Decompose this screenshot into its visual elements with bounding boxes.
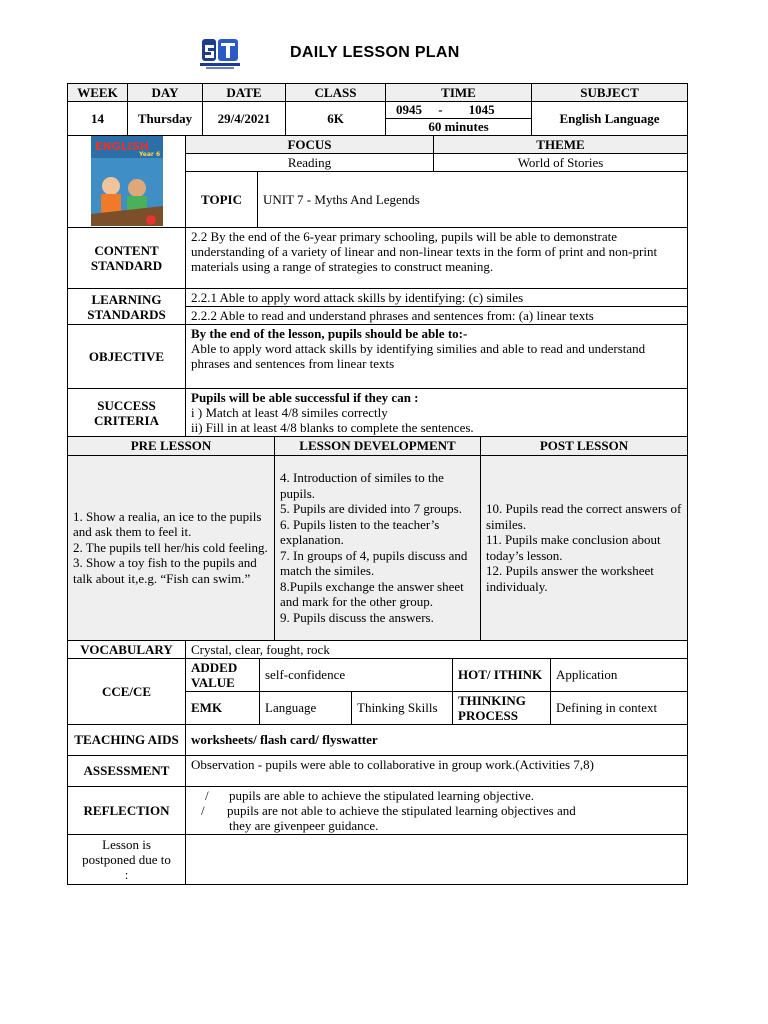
day-label: DAY xyxy=(128,84,203,102)
development-step: 6. Pupils listen to the teacher’s explanation. xyxy=(280,516,440,547)
objective-lead: By the end of the lesson, pupils should be able to:- xyxy=(191,326,468,341)
objective-label: OBJECTIVE xyxy=(68,325,186,389)
assessment-value: Observation - pupils were able to collaborative in group work.(Activities 7,8) xyxy=(186,755,688,786)
focus-value: Reading xyxy=(186,154,434,172)
pre-lesson-content xyxy=(68,455,275,640)
added-value-label: ADDED VALUE xyxy=(186,658,260,691)
theme-label: THEME xyxy=(434,136,688,154)
development-step: 5. Pupils are divided into 7 groups. xyxy=(280,501,462,516)
assessment-label: ASSESSMENT xyxy=(68,755,186,786)
post-lesson-content xyxy=(481,455,688,640)
objective-text: Able to apply word attack skills by identifying similies and able to read and understand phrases and sentences from linear texts xyxy=(191,341,646,371)
learning-standards-label: LEARNING STANDARDS xyxy=(68,289,186,325)
learning-standard-1: 2.2.1 Able to apply word attack skills by identifying: (c) similes xyxy=(186,289,688,307)
post-lesson-label: POST LESSON xyxy=(481,437,688,456)
development-step: 4. Introduction of similes to the pupils. xyxy=(280,470,444,501)
hot-value: Application xyxy=(551,658,688,691)
reflection-mark-2: / xyxy=(201,802,205,818)
reflection-line-1: pupils are able to achieve the stipulated learning objective. xyxy=(229,787,535,803)
standards-table xyxy=(67,227,688,437)
info-table xyxy=(67,83,688,136)
school-logo xyxy=(196,35,244,71)
lesson-phases-table xyxy=(67,436,688,641)
time-range: 0945 - 1045 xyxy=(386,102,531,119)
date-value: 29/4/2021 xyxy=(203,102,286,136)
emk-value-thinking: Thinking Skills xyxy=(352,691,453,724)
page-title: DAILY LESSON PLAN xyxy=(290,44,460,61)
lesson-development-label: LESSON DEVELOPMENT xyxy=(275,437,481,456)
book-cover-cell xyxy=(68,136,186,228)
day-value: Thursday xyxy=(128,102,203,136)
subject-value: English Language xyxy=(532,102,688,136)
success-criteria-item-2: ii) Fill in at least 4/8 blanks to complete the sentences. xyxy=(191,420,474,435)
post-lesson-step: 12. Pupils answer the worksheet individualy. xyxy=(486,563,654,594)
subject-label: SUBJECT xyxy=(532,84,688,102)
added-value: self-confidence xyxy=(260,658,453,691)
class-value: 6K xyxy=(286,102,386,136)
theme-value: World of Stories xyxy=(434,154,688,172)
book-year: Year 6 xyxy=(138,151,160,158)
duration: 60 minutes xyxy=(428,119,489,134)
pre-lesson-step: 3. Show a toy fish to the pupils and talk about it,e.g. “Fish can swim.” xyxy=(73,555,257,586)
week-value: 14 xyxy=(68,102,128,136)
lesson-plan xyxy=(67,83,687,885)
book-title: ENGLISH xyxy=(94,140,149,153)
success-criteria-label: SUCCESS CRITERIA xyxy=(68,389,186,437)
reflection-line-2: pupils are not able to achieve the stipulated learning objectives and xyxy=(227,802,576,818)
teaching-aids-label: TEACHING AIDS xyxy=(68,724,186,755)
reflection-content xyxy=(186,786,688,834)
vocabulary-value: Crystal, clear, fought, rock xyxy=(186,640,688,658)
vocabulary-label: VOCABULARY xyxy=(68,640,186,658)
date-label: DATE xyxy=(203,84,286,102)
content-standard-label: CONTENT STANDARD xyxy=(68,228,186,289)
learning-standard-2: 2.2.2 Able to read and understand phrases and sentences from: (a) linear texts xyxy=(186,307,688,325)
details-table xyxy=(67,640,688,885)
thinking-process-value: Defining in context xyxy=(551,691,688,724)
post-lesson-step: 10. Pupils read the correct answers of similes. xyxy=(486,501,682,532)
thinking-process-label: THINKING PROCESS xyxy=(453,691,551,724)
teaching-aids-value: worksheets/ flash card/ flyswatter xyxy=(186,724,688,755)
focus-table xyxy=(67,135,688,228)
pre-lesson-step: 2. The pupils tell her/his cold feeling. xyxy=(73,539,268,555)
topic-value: UNIT 7 - Myths And Legends xyxy=(258,172,688,228)
week-label: WEEK xyxy=(68,84,128,102)
emk-label: EMK xyxy=(186,691,260,724)
reflection-line-3: they are givenpeer guidance. xyxy=(229,817,379,833)
class-label: CLASS xyxy=(286,84,386,102)
postponed-value[interactable] xyxy=(186,834,688,884)
reflection-mark-1: / xyxy=(205,787,209,803)
success-criteria-item-1: i ) Match at least 4/8 similes correctly xyxy=(191,405,388,420)
post-lesson-step: 11. Pupils make conclusion about today’s lesson. xyxy=(486,532,661,563)
emk-value-language: Language xyxy=(260,691,352,724)
pre-lesson-label: PRE LESSON xyxy=(68,437,275,456)
cce-label: CCE/CE xyxy=(68,658,186,724)
success-criteria-lead: Pupils will be able successful if they can : xyxy=(191,390,419,405)
content-standard-text: 2.2 By the end of the 6-year primary schooling, pupils will be able to demonstrate understanding of a variety of linear and non-linear texts in the form of print and non-print materials using a range of strategies to construct meaning. xyxy=(186,228,688,289)
development-step: 8.Pupils exchange the answer sheet and mark for the other group. xyxy=(280,578,464,609)
lesson-development-content xyxy=(275,455,481,640)
hot-label: HOT/ ITHINK xyxy=(453,658,551,691)
book-cover-image xyxy=(91,136,163,226)
postponed-label: Lesson is postponed due to : xyxy=(68,834,186,884)
pre-lesson-step: 1. Show a realia, an ice to the pupils and ask them to feel it. xyxy=(73,508,262,540)
topic-label: TOPIC xyxy=(186,172,258,228)
time-label: TIME xyxy=(386,84,532,102)
reflection-label: REFLECTION xyxy=(68,786,186,834)
development-step: 9. Pupils discuss the answers. xyxy=(280,609,434,625)
focus-label: FOCUS xyxy=(186,136,434,154)
development-step: 7. In groups of 4, pupils discuss and match the similes. xyxy=(280,547,468,578)
time-cell xyxy=(386,102,532,136)
